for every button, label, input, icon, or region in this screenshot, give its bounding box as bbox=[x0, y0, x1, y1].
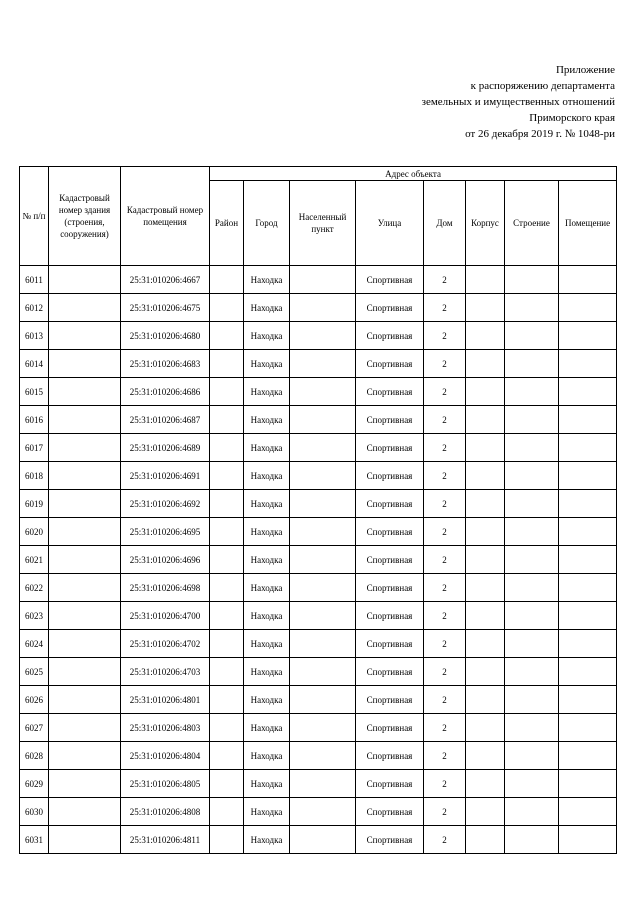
header-line-order: к распоряжению департамента bbox=[470, 80, 615, 92]
cell-block bbox=[466, 518, 505, 546]
cell-building bbox=[505, 798, 559, 826]
cell-building-cadastral bbox=[49, 602, 121, 630]
cell-building bbox=[505, 518, 559, 546]
col-header-room-cadastral: Кадастровый номер помещения bbox=[121, 167, 210, 266]
cell-block bbox=[466, 714, 505, 742]
table-row bbox=[20, 574, 617, 602]
cell-city: Находка bbox=[244, 714, 290, 742]
col-header-district: Район bbox=[210, 181, 244, 266]
table-row bbox=[20, 826, 617, 854]
cell-num: 6014 bbox=[20, 350, 49, 378]
cell-city: Находка bbox=[244, 686, 290, 714]
cell-room-cadastral: 25:31:010206:4801 bbox=[121, 686, 210, 714]
cell-building-cadastral bbox=[49, 378, 121, 406]
header-line-date: от 26 декабря 2019 г. № 1048-ри bbox=[465, 128, 615, 140]
cell-locality bbox=[290, 742, 356, 770]
cell-building-cadastral bbox=[49, 406, 121, 434]
cell-locality bbox=[290, 518, 356, 546]
cell-room bbox=[559, 462, 617, 490]
cell-building bbox=[505, 546, 559, 574]
cell-room bbox=[559, 350, 617, 378]
cell-block bbox=[466, 574, 505, 602]
cell-city: Находка bbox=[244, 574, 290, 602]
cell-locality bbox=[290, 322, 356, 350]
cell-room-cadastral: 25:31:010206:4808 bbox=[121, 798, 210, 826]
cell-building-cadastral bbox=[49, 686, 121, 714]
cell-room bbox=[559, 826, 617, 854]
cell-building-cadastral bbox=[49, 294, 121, 322]
cell-num: 6020 bbox=[20, 518, 49, 546]
cell-room bbox=[559, 742, 617, 770]
cell-room-cadastral: 25:31:010206:4698 bbox=[121, 574, 210, 602]
cell-block bbox=[466, 322, 505, 350]
cell-block bbox=[466, 294, 505, 322]
cell-street: Спортивная bbox=[356, 686, 424, 714]
cell-block bbox=[466, 378, 505, 406]
cell-building-cadastral bbox=[49, 574, 121, 602]
table-row bbox=[20, 462, 617, 490]
cell-building-cadastral bbox=[49, 462, 121, 490]
cell-house: 2 bbox=[424, 714, 466, 742]
col-header-room: Помещение bbox=[559, 181, 617, 266]
table-row bbox=[20, 742, 617, 770]
cell-building-cadastral bbox=[49, 350, 121, 378]
cell-locality bbox=[290, 294, 356, 322]
cell-house: 2 bbox=[424, 630, 466, 658]
cell-num: 6026 bbox=[20, 686, 49, 714]
cell-room-cadastral: 25:31:010206:4692 bbox=[121, 490, 210, 518]
cell-room bbox=[559, 630, 617, 658]
cell-house: 2 bbox=[424, 434, 466, 462]
cell-district bbox=[210, 602, 244, 630]
cell-building bbox=[505, 602, 559, 630]
cell-room bbox=[559, 686, 617, 714]
cell-city: Находка bbox=[244, 518, 290, 546]
cell-room-cadastral: 25:31:010206:4805 bbox=[121, 770, 210, 798]
cell-house: 2 bbox=[424, 574, 466, 602]
col-header-num: № п/п bbox=[20, 167, 49, 266]
cell-building bbox=[505, 266, 559, 294]
cell-city: Находка bbox=[244, 462, 290, 490]
cell-locality bbox=[290, 406, 356, 434]
cell-city: Находка bbox=[244, 350, 290, 378]
cell-street: Спортивная bbox=[356, 490, 424, 518]
cell-num: 6029 bbox=[20, 770, 49, 798]
cell-locality bbox=[290, 602, 356, 630]
cell-district bbox=[210, 798, 244, 826]
cell-building bbox=[505, 686, 559, 714]
cell-district bbox=[210, 826, 244, 854]
cell-room bbox=[559, 546, 617, 574]
cell-num: 6011 bbox=[20, 266, 49, 294]
cell-city: Находка bbox=[244, 742, 290, 770]
cell-city: Находка bbox=[244, 602, 290, 630]
cell-room-cadastral: 25:31:010206:4686 bbox=[121, 378, 210, 406]
cell-building-cadastral bbox=[49, 490, 121, 518]
cell-room-cadastral: 25:31:010206:4691 bbox=[121, 462, 210, 490]
cell-num: 6017 bbox=[20, 434, 49, 462]
cell-locality bbox=[290, 630, 356, 658]
cell-room-cadastral: 25:31:010206:4683 bbox=[121, 350, 210, 378]
cell-room bbox=[559, 294, 617, 322]
table-row bbox=[20, 322, 617, 350]
table-row bbox=[20, 714, 617, 742]
cell-room-cadastral: 25:31:010206:4703 bbox=[121, 658, 210, 686]
cell-block bbox=[466, 266, 505, 294]
cell-building bbox=[505, 630, 559, 658]
cell-room bbox=[559, 714, 617, 742]
cell-street: Спортивная bbox=[356, 798, 424, 826]
cell-building-cadastral bbox=[49, 322, 121, 350]
table-row bbox=[20, 294, 617, 322]
col-header-building: Строение bbox=[505, 181, 559, 266]
cell-building bbox=[505, 462, 559, 490]
col-header-locality: Населенный пункт bbox=[290, 181, 356, 266]
cell-district bbox=[210, 378, 244, 406]
table-header bbox=[20, 167, 617, 266]
cell-street: Спортивная bbox=[356, 714, 424, 742]
col-header-address-group: Адрес объекта bbox=[210, 167, 617, 181]
cell-locality bbox=[290, 266, 356, 294]
cell-city: Находка bbox=[244, 546, 290, 574]
cell-block bbox=[466, 658, 505, 686]
cell-room bbox=[559, 406, 617, 434]
cell-num: 6028 bbox=[20, 742, 49, 770]
cell-room-cadastral: 25:31:010206:4680 bbox=[121, 322, 210, 350]
cell-district bbox=[210, 462, 244, 490]
cell-city: Находка bbox=[244, 266, 290, 294]
table-row bbox=[20, 434, 617, 462]
cell-block bbox=[466, 406, 505, 434]
cell-street: Спортивная bbox=[356, 546, 424, 574]
cell-room bbox=[559, 574, 617, 602]
cell-city: Находка bbox=[244, 658, 290, 686]
cell-num: 6015 bbox=[20, 378, 49, 406]
cell-district bbox=[210, 490, 244, 518]
cell-house: 2 bbox=[424, 350, 466, 378]
table-row bbox=[20, 798, 617, 826]
cell-house: 2 bbox=[424, 686, 466, 714]
cell-room-cadastral: 25:31:010206:4695 bbox=[121, 518, 210, 546]
cell-num: 6018 bbox=[20, 462, 49, 490]
cell-street: Спортивная bbox=[356, 462, 424, 490]
cell-locality bbox=[290, 490, 356, 518]
cell-city: Находка bbox=[244, 630, 290, 658]
cell-room bbox=[559, 602, 617, 630]
cell-building-cadastral bbox=[49, 714, 121, 742]
cell-building-cadastral bbox=[49, 546, 121, 574]
cell-locality bbox=[290, 714, 356, 742]
cell-district bbox=[210, 546, 244, 574]
cell-room-cadastral: 25:31:010206:4702 bbox=[121, 630, 210, 658]
cell-house: 2 bbox=[424, 266, 466, 294]
registry-table bbox=[19, 166, 617, 854]
col-header-city: Город bbox=[244, 181, 290, 266]
table-body bbox=[20, 266, 617, 854]
cell-locality bbox=[290, 462, 356, 490]
cell-house: 2 bbox=[424, 826, 466, 854]
cell-room-cadastral: 25:31:010206:4803 bbox=[121, 714, 210, 742]
cell-num: 6031 bbox=[20, 826, 49, 854]
cell-room bbox=[559, 490, 617, 518]
cell-building-cadastral bbox=[49, 630, 121, 658]
cell-district bbox=[210, 350, 244, 378]
cell-block bbox=[466, 350, 505, 378]
col-header-street: Улица bbox=[356, 181, 424, 266]
cell-room bbox=[559, 266, 617, 294]
cell-city: Находка bbox=[244, 434, 290, 462]
table-row bbox=[20, 602, 617, 630]
cell-block bbox=[466, 826, 505, 854]
cell-block bbox=[466, 490, 505, 518]
cell-street: Спортивная bbox=[356, 770, 424, 798]
cell-building-cadastral bbox=[49, 770, 121, 798]
table-row bbox=[20, 378, 617, 406]
cell-building-cadastral bbox=[49, 798, 121, 826]
cell-street: Спортивная bbox=[356, 518, 424, 546]
cell-room-cadastral: 25:31:010206:4696 bbox=[121, 546, 210, 574]
cell-locality bbox=[290, 658, 356, 686]
cell-city: Находка bbox=[244, 798, 290, 826]
table-row bbox=[20, 658, 617, 686]
cell-locality bbox=[290, 546, 356, 574]
cell-num: 6016 bbox=[20, 406, 49, 434]
cell-street: Спортивная bbox=[356, 406, 424, 434]
cell-locality bbox=[290, 434, 356, 462]
cell-building bbox=[505, 322, 559, 350]
cell-building bbox=[505, 658, 559, 686]
cell-building bbox=[505, 742, 559, 770]
cell-room bbox=[559, 658, 617, 686]
cell-street: Спортивная bbox=[356, 294, 424, 322]
cell-locality bbox=[290, 378, 356, 406]
cell-block bbox=[466, 798, 505, 826]
cell-building-cadastral bbox=[49, 826, 121, 854]
cell-district bbox=[210, 574, 244, 602]
cell-district bbox=[210, 266, 244, 294]
cell-house: 2 bbox=[424, 798, 466, 826]
cell-street: Спортивная bbox=[356, 574, 424, 602]
cell-district bbox=[210, 406, 244, 434]
cell-district bbox=[210, 294, 244, 322]
cell-district bbox=[210, 518, 244, 546]
cell-house: 2 bbox=[424, 322, 466, 350]
cell-building bbox=[505, 378, 559, 406]
cell-street: Спортивная bbox=[356, 350, 424, 378]
cell-district bbox=[210, 770, 244, 798]
cell-room-cadastral: 25:31:010206:4675 bbox=[121, 294, 210, 322]
cell-num: 6022 bbox=[20, 574, 49, 602]
cell-building-cadastral bbox=[49, 742, 121, 770]
cell-locality bbox=[290, 350, 356, 378]
cell-district bbox=[210, 686, 244, 714]
cell-building bbox=[505, 574, 559, 602]
document-header bbox=[355, 62, 615, 142]
cell-house: 2 bbox=[424, 518, 466, 546]
col-header-building-cadastral: Кадастровый номер здания (строения, сооружения) bbox=[49, 167, 121, 266]
cell-district bbox=[210, 658, 244, 686]
cell-room bbox=[559, 798, 617, 826]
cell-district bbox=[210, 742, 244, 770]
cell-block bbox=[466, 770, 505, 798]
cell-street: Спортивная bbox=[356, 630, 424, 658]
cell-building bbox=[505, 826, 559, 854]
cell-district bbox=[210, 434, 244, 462]
cell-city: Находка bbox=[244, 826, 290, 854]
cell-locality bbox=[290, 826, 356, 854]
cell-city: Находка bbox=[244, 406, 290, 434]
header-line-department: земельных и имущественных отношений bbox=[421, 96, 615, 108]
cell-house: 2 bbox=[424, 602, 466, 630]
cell-num: 6019 bbox=[20, 490, 49, 518]
cell-room-cadastral: 25:31:010206:4689 bbox=[121, 434, 210, 462]
cell-room bbox=[559, 434, 617, 462]
cell-num: 6030 bbox=[20, 798, 49, 826]
cell-city: Находка bbox=[244, 294, 290, 322]
col-header-block: Корпус bbox=[466, 181, 505, 266]
cell-locality bbox=[290, 574, 356, 602]
cell-room bbox=[559, 518, 617, 546]
cell-block bbox=[466, 546, 505, 574]
table-row bbox=[20, 686, 617, 714]
cell-street: Спортивная bbox=[356, 742, 424, 770]
table-row bbox=[20, 630, 617, 658]
cell-block bbox=[466, 602, 505, 630]
cell-street: Спортивная bbox=[356, 658, 424, 686]
cell-house: 2 bbox=[424, 770, 466, 798]
table-row bbox=[20, 490, 617, 518]
cell-num: 6023 bbox=[20, 602, 49, 630]
cell-block bbox=[466, 630, 505, 658]
cell-building bbox=[505, 350, 559, 378]
cell-street: Спортивная bbox=[356, 378, 424, 406]
cell-street: Спортивная bbox=[356, 266, 424, 294]
cell-room-cadastral: 25:31:010206:4687 bbox=[121, 406, 210, 434]
cell-room bbox=[559, 378, 617, 406]
cell-num: 6027 bbox=[20, 714, 49, 742]
cell-room-cadastral: 25:31:010206:4667 bbox=[121, 266, 210, 294]
cell-city: Находка bbox=[244, 770, 290, 798]
cell-building-cadastral bbox=[49, 266, 121, 294]
header-line-region: Приморского края bbox=[529, 112, 615, 124]
cell-num: 6024 bbox=[20, 630, 49, 658]
table-row bbox=[20, 546, 617, 574]
cell-room-cadastral: 25:31:010206:4811 bbox=[121, 826, 210, 854]
cell-city: Находка bbox=[244, 378, 290, 406]
cell-house: 2 bbox=[424, 462, 466, 490]
cell-room bbox=[559, 770, 617, 798]
cell-house: 2 bbox=[424, 294, 466, 322]
cell-block bbox=[466, 434, 505, 462]
cell-num: 6013 bbox=[20, 322, 49, 350]
cell-house: 2 bbox=[424, 378, 466, 406]
cell-house: 2 bbox=[424, 490, 466, 518]
cell-block bbox=[466, 462, 505, 490]
header-line-appendix: Приложение bbox=[555, 64, 615, 76]
cell-house: 2 bbox=[424, 658, 466, 686]
cell-city: Находка bbox=[244, 490, 290, 518]
cell-building bbox=[505, 770, 559, 798]
cell-street: Спортивная bbox=[356, 434, 424, 462]
cell-building bbox=[505, 714, 559, 742]
cell-district bbox=[210, 714, 244, 742]
cell-block bbox=[466, 686, 505, 714]
cell-room bbox=[559, 322, 617, 350]
cell-num: 6012 bbox=[20, 294, 49, 322]
col-header-house: Дом bbox=[424, 181, 466, 266]
cell-building-cadastral bbox=[49, 434, 121, 462]
cell-room-cadastral: 25:31:010206:4700 bbox=[121, 602, 210, 630]
cell-district bbox=[210, 630, 244, 658]
cell-street: Спортивная bbox=[356, 602, 424, 630]
cell-house: 2 bbox=[424, 546, 466, 574]
cell-block bbox=[466, 742, 505, 770]
cell-city: Находка bbox=[244, 322, 290, 350]
table-row bbox=[20, 406, 617, 434]
cell-num: 6021 bbox=[20, 546, 49, 574]
table-row bbox=[20, 350, 617, 378]
cell-building bbox=[505, 294, 559, 322]
cell-locality bbox=[290, 798, 356, 826]
table-row bbox=[20, 770, 617, 798]
cell-building bbox=[505, 406, 559, 434]
cell-building bbox=[505, 434, 559, 462]
cell-building-cadastral bbox=[49, 518, 121, 546]
cell-house: 2 bbox=[424, 742, 466, 770]
cell-street: Спортивная bbox=[356, 826, 424, 854]
cell-locality bbox=[290, 686, 356, 714]
cell-building bbox=[505, 490, 559, 518]
cell-street: Спортивная bbox=[356, 322, 424, 350]
cell-locality bbox=[290, 770, 356, 798]
cell-room-cadastral: 25:31:010206:4804 bbox=[121, 742, 210, 770]
cell-house: 2 bbox=[424, 406, 466, 434]
cell-district bbox=[210, 322, 244, 350]
table-row bbox=[20, 518, 617, 546]
cell-building-cadastral bbox=[49, 658, 121, 686]
cell-num: 6025 bbox=[20, 658, 49, 686]
table-row bbox=[20, 266, 617, 294]
